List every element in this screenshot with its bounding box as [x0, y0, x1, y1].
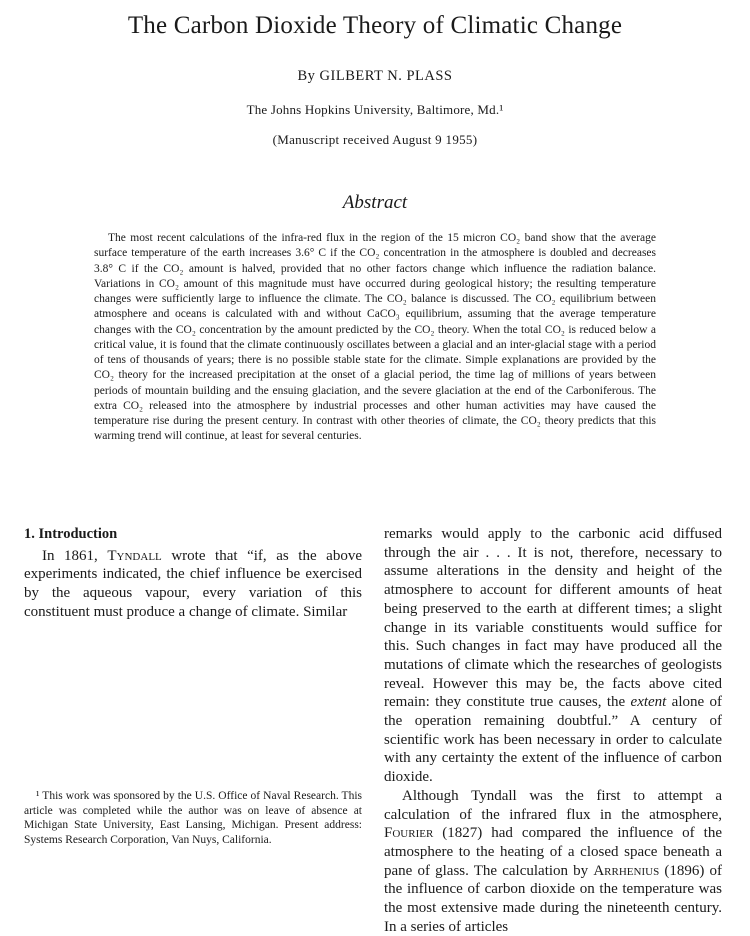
- intro-paragraph: [24, 547, 362, 622]
- author-name-arrhenius: Arrhenius: [593, 862, 660, 879]
- intro-text-flow-continued: [384, 525, 722, 935]
- author-name-fourier: Fourier: [384, 825, 434, 842]
- intro-text-flow: [24, 525, 362, 780]
- abstract-heading: Abstract: [342, 192, 408, 213]
- manuscript-received: (Manuscript received August 9 1955): [272, 132, 478, 147]
- intro-p1-emphasis: extent: [630, 694, 667, 711]
- intro-p2-mid: (1827) had compared the influence of the atmosphere to the heating of a closed space beneath a pane of glass. The calculation by: [384, 825, 722, 879]
- affiliation-line: The Johns Hopkins University, Baltimore, Md.¹: [246, 102, 504, 117]
- abstract-text: The most recent calculations of the infra-red flux in the region of the 15 micron CO₂ band show that the average surface temperature of the earth increases 3.6° C if the CO₂ concentration in the atmosphere is doubled and decreases 3.8° C if the CO₂ amount is halved, provided that no other factors change which influence the radiation balance. Variations in CO₂ amount of this magnitude must have occurred during geological history; the resulting temperature changes were sufficiently large to influence the climate. The CO₂ balance is discussed. The CO₂ equilibrium between atmosphere and oceans is calculated with and without CaCO₃ equilibrium, assuming that the average temperature changes with the CO₂ concentration by the amount predicted by the CO₂ theory. When the total CO₂ is reduced below a critical value, it is found that the climate continuously oscillates between a glacial and an inter-glacial stage with a period of tens of thousands of years; there is no possible stable state for the climate. Simple explanations are provided by the CO₂ theory for the increased precipitation at the onset of a glacial period, the time lag of millions of years between periods of mountain building and the ensuing glaciation, and the severe glaciation at the end of the Carboniferous. The extra CO₂ released into the atmosphere by industrial processes and other human activities may have caused the temperature rise during the present century. In contrast with other theories of climate, the CO₂ theory predicts that this warming trend will continue, at least for several centuries.: [94, 232, 656, 443]
- intro-p2-end: (1896) of the influence of carbon dioxide on the temperature was the most extensive made during the nineteenth century. In a series of articles: [384, 862, 722, 935]
- footnote-text: ¹ This work was sponsored by the U.S. Office of Naval Research. This article was completed while the author was on leave of absence at Michigan State University, East Lansing, Michigan. Present address: Systems Research Corporation, Van Nuys, California.: [24, 790, 362, 846]
- intro-paragraph-cont: [384, 525, 722, 787]
- intro-p2-lead: Although Tyndall was the first to attempt a calculation of the infrared flux in the atmosphere,: [384, 787, 722, 823]
- intro-p1-body: remarks would apply to the carbonic acid diffused through the air . . . It is not, therefore, necessary to assume alterations in the density and height of the atmosphere to account for different amounts of heat being preserved to the earth at different times; a slight change in its variable constituents would suffice for this. Such changes in fact may have produced all the mutations of climate which the researches of geologists reveal. However this may be, the facts above cited remain: they constitute true causes, the: [384, 526, 722, 711]
- paper-title: The Carbon Dioxide Theory of Climatic Change: [127, 12, 623, 39]
- abstract-block: [94, 231, 656, 445]
- intro-p1-body: wrote that “if, as the above experiments indicated, the chief influence be exercised by the aqueous vapour, every variation of this constituent must produce a change of climate. Similar: [24, 547, 362, 620]
- intro-p1-lead: In 1861,: [42, 547, 108, 564]
- section-heading-introduction: 1. Introduction: [24, 526, 118, 542]
- footnote: [24, 789, 362, 847]
- author-line: By GILBERT N. PLASS: [297, 68, 453, 84]
- intro-paragraph-2: [384, 787, 722, 936]
- author-name-tyndall: Tyndall: [107, 547, 162, 564]
- intro-p1-end: alone of the operation remaining doubtful.” A century of scientific work has been necessary in order to calculate with any certainty the extent of the influence of carbon dioxide.: [384, 694, 722, 786]
